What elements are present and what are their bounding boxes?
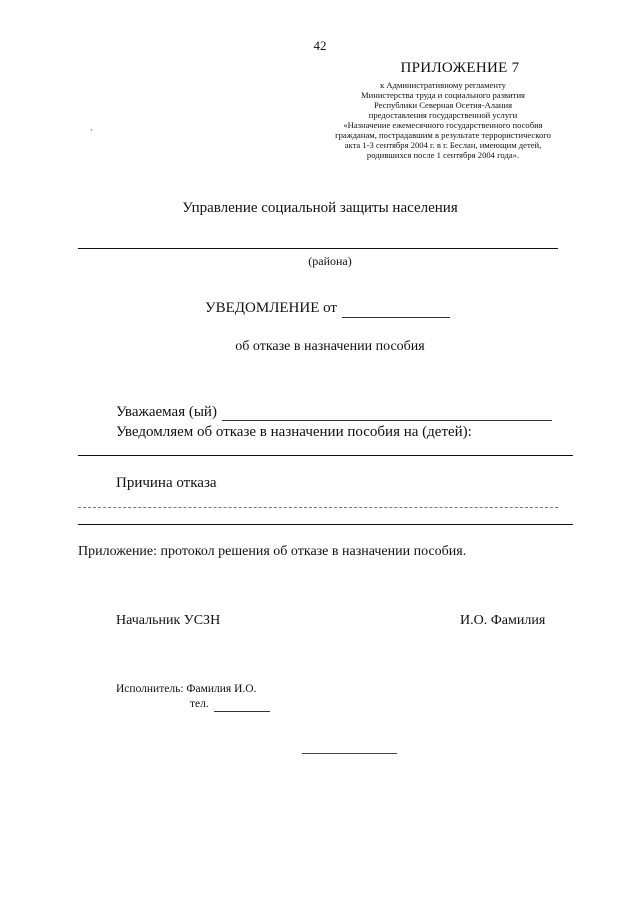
notice-date-line [342,317,450,318]
head-title: Начальник УСЗН [116,613,221,628]
appendix-line: гражданам, пострадавшим в результате террористического [335,130,551,140]
greeting-label: Уважаемая (ый) [116,404,217,420]
reason-fill-line [78,507,558,508]
appendix-line: «Назначение ежемесячного государственного пособия [343,120,543,130]
phone-fill-line [214,711,270,712]
region-fill-line [78,248,558,249]
refusal-statement: Уведомляем об отказе в назначении пособия на (детей): [116,424,472,440]
page-number: 42 [313,38,327,53]
children-fill-line [78,455,573,456]
reason-fill-line [78,524,573,525]
notice-subtitle: об отказе в назначении пособия [235,339,425,354]
appendix-line: Министерства труда и социального развития [360,90,525,100]
executor-label: Исполнитель: Фамилия И.О. [116,683,257,695]
stray-mark: ` [90,128,93,138]
refusal-reason-label: Причина отказа [116,475,217,491]
attachment-text: Приложение: протокол решения об отказе в назначении пособия. [78,544,467,559]
appendix-line: Республики Северная Осетия-Алания [373,100,513,110]
head-name: И.О. Фамилия [460,613,546,628]
appendix-line: акта 1-3 сентября 2004 г. в г. Беслан, имеющим детей, [344,140,542,150]
appendix-line: к Административному регламенту [380,80,506,90]
agency-name: Управление социальной защиты населения [182,200,458,216]
appendix-title: ПРИЛОЖЕНИЕ 7 [400,60,520,76]
appendix-line: родившихся после 1 сентября 2004 года». [366,150,520,160]
footer-separator [302,753,397,754]
recipient-fill-line [222,420,552,421]
region-caption: (района) [308,254,352,268]
appendix-line: предоставления государственной услуги [368,110,518,120]
notice-title: УВЕДОМЛЕНИЕ от [205,300,337,316]
appendix-reference [318,80,568,160]
phone-label: тел. [190,698,209,710]
